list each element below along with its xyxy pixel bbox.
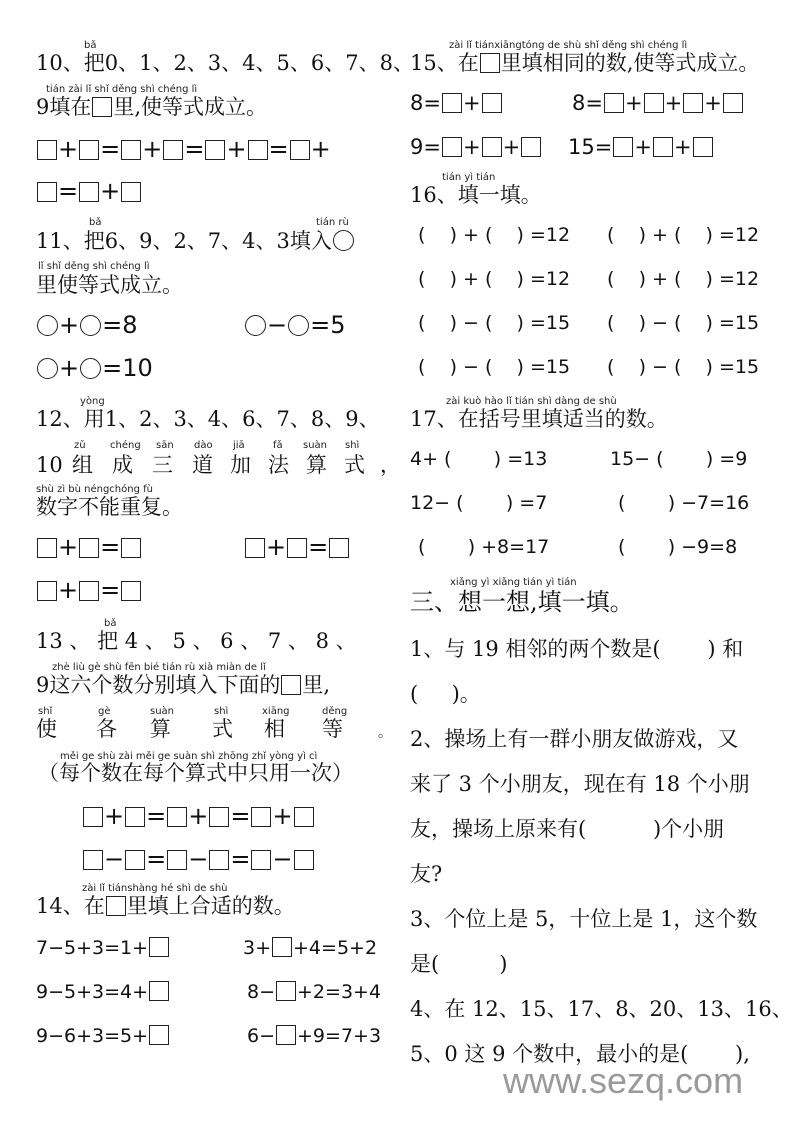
question-15-row-2-right [568,134,714,160]
answer-box[interactable] [251,807,271,827]
text: 等 [322,717,343,741]
answer-box[interactable] [37,182,57,202]
pinyin: sān [156,440,174,451]
pinyin: xiāng [262,706,290,717]
section-3-q4-line-2: 5、0 这 9 个数中，最小的是( ), [410,1042,750,1066]
answer-circle[interactable] [288,315,309,336]
text: 9填在 [36,95,92,119]
question-10-equation-1 [36,136,331,162]
question-11-equation-1 [36,312,138,338]
question-16-row-4-right: ( ) − ( ) =15 [607,356,760,378]
op: + [59,311,80,339]
op: + [462,91,481,115]
question-15-row-1-right [572,90,744,116]
result: =10 [102,354,153,382]
pinyin: měi ge shù zài měi ge suàn shì zhōng zhǐ yòng yì cì [60,751,318,762]
text: 9= [410,135,441,159]
op: + [58,576,79,604]
answer-box[interactable] [442,93,462,113]
question-13-line-1: 13 、 把 4 、 5 、 6 、 7 、 8 、 [36,629,357,653]
answer-box[interactable] [683,93,703,113]
op: = [100,576,121,604]
text: 10 [36,453,63,477]
answer-box[interactable] [723,93,743,113]
op: = [100,135,121,163]
op: − [104,845,125,873]
text: 式 [212,717,233,741]
text: 6− [247,1025,276,1047]
op: + [188,802,209,830]
pinyin: shù zì bù néngchóng fù [36,484,153,495]
answer-box[interactable] [653,137,673,157]
text: 3+ [243,937,272,959]
question-16-row-4-left: ( ) − ( ) =15 [418,356,571,378]
pinyin: zài lǐ tiánxiāngtóng de shù shǐ děng shì chéng lì [449,40,688,51]
op: + [310,135,331,163]
pinyin: fǎ [273,440,283,451]
op: + [226,135,247,163]
answer-circle[interactable] [80,315,101,336]
answer-box[interactable] [121,581,141,601]
answer-box[interactable] [121,140,141,160]
text: 里填相同的数,使等式成立。 [500,51,760,75]
question-11-line-2: 里使等式成立。 [36,273,183,297]
text: 加 [230,453,251,477]
answer-box[interactable] [37,538,57,558]
op: + [58,135,79,163]
op: + [462,135,481,159]
op: = [184,135,205,163]
answer-box[interactable] [294,850,314,870]
text: 14、在 [36,894,105,918]
op: = [268,135,289,163]
answer-box[interactable] [163,140,183,160]
question-17-line-1: 17、在括号里填适当的数。 [410,407,668,431]
answer-box[interactable] [290,140,310,160]
op: + [272,802,293,830]
answer-box[interactable] [167,850,187,870]
section-3-q1-line-1: 1、与 19 相邻的两个数是( ) 和 [410,637,744,661]
pinyin: bǎ [84,40,97,51]
text: 15= [568,135,613,159]
question-17-row-2-left: 12− ( ) =7 [410,492,548,514]
answer-box[interactable] [276,1025,296,1045]
watermark: www.sezq.com [503,1060,744,1101]
answer-box[interactable] [482,137,502,157]
text: 里,使等式成立。 [113,95,268,119]
text: 9−5+3=4+ [36,981,149,1003]
section-3-q2-line-3: 友，操场上原来有( )个小朋 [410,817,725,841]
text: +2=3+4 [297,981,382,1003]
text: 相 [264,717,285,741]
question-14-line-1 [36,893,295,919]
question-15-row-1-left [410,90,503,116]
op: + [502,135,521,159]
section-3-q2-line-2: 来了 3 个小朋友，现在有 18 个小朋 [410,772,750,796]
question-10-line-2 [36,94,267,120]
question-10-line-1: 10、把0、1、2、3、4、5、6、7、8、 [36,51,414,75]
pinyin: dào [194,440,213,451]
question-17-row-3-left: ( ) +8=17 [418,536,550,558]
op: + [673,135,692,159]
op: + [634,135,652,159]
text: 算 [150,717,171,741]
answer-box[interactable] [149,937,169,957]
question-17-row-1-right: 15− ( ) =9 [610,448,748,470]
text: 9−6+3=5+ [36,1025,149,1047]
answer-box[interactable] [92,97,112,117]
text: 7−5+3=1+ [36,937,149,959]
answer-box[interactable] [693,137,713,157]
question-16-row-1-right: ( ) + ( ) =12 [607,224,760,246]
question-11-line-1 [36,228,355,254]
question-14-right-2 [247,979,381,1005]
op: + [624,91,643,115]
answer-box[interactable] [482,93,502,113]
answer-box[interactable] [248,140,268,160]
text: +4=5+2 [293,937,378,959]
answer-box[interactable] [251,850,271,870]
question-13-equation-1 [82,803,315,829]
op: = [230,802,251,830]
answer-box[interactable] [37,140,57,160]
answer-box[interactable] [79,581,99,601]
pinyin: bǎ [89,217,102,228]
text: 使 [36,717,57,741]
text: 9这六个数分别填入下面的 [36,673,281,697]
op: = [146,845,167,873]
answer-box[interactable] [209,807,229,827]
pinyin: gè [98,706,111,717]
section-3-q4-line-1: 4、在 12、15、17、8、20、13、16、 [410,997,793,1021]
pinyin: lǐ shǐ děng shì chéng lì [38,261,150,272]
text: 8= [410,91,441,115]
text: 式 [344,453,365,477]
answer-box[interactable] [83,807,103,827]
answer-box[interactable] [276,981,296,1001]
answer-box[interactable] [79,182,99,202]
answer-box[interactable] [106,896,126,916]
question-15-line-1 [410,50,759,76]
question-14-left-1 [36,935,170,961]
answer-box[interactable] [329,538,349,558]
answer-box[interactable] [245,538,265,558]
pinyin: suàn [150,706,175,717]
answer-box[interactable] [83,850,103,870]
question-16-row-1-left: ( ) + ( ) =12 [418,224,571,246]
question-14-right-1 [243,935,377,961]
answer-box[interactable] [125,850,145,870]
op: − [188,845,209,873]
text: 道 [192,453,213,477]
question-13-equation-2 [82,846,315,872]
op: + [266,533,287,561]
text: 组 [72,453,93,477]
pinyin: xiǎng yì xiǎng tián yì tián [450,577,577,588]
question-13-line-2 [36,672,330,698]
answer-box[interactable] [37,581,57,601]
answer-box[interactable] [125,807,145,827]
question-11-equation-2 [244,312,346,338]
question-12-equation-3 [36,577,142,603]
question-12-line-1: 12、用1、2、3、4、6、7、8、9、 [36,407,380,431]
op: = [100,533,121,561]
pinyin: shì [345,440,360,451]
question-16-row-3-left: ( ) − ( ) =15 [418,312,571,334]
answer-circle[interactable] [37,358,58,379]
text: 11、把6、9、2、7、4、3填入 [36,229,332,253]
section-title: 三、想一想,填一填。 [410,588,634,616]
question-16-row-3-right: ( ) − ( ) =15 [607,312,760,334]
answer-box[interactable] [149,981,169,1001]
result: =8 [102,311,138,339]
pinyin: zài kuò hào lǐ tián shì dàng de shù [446,396,617,407]
answer-box[interactable] [644,93,664,113]
pinyin: děng [322,706,348,717]
answer-box[interactable] [79,140,99,160]
pinyin: tián zài lǐ shǐ děng shì chéng lì [46,84,198,95]
op: + [58,533,79,561]
answer-circle[interactable] [245,315,266,336]
text: 里填上合适的数。 [126,894,295,918]
answer-box[interactable] [205,140,225,160]
question-10-equation-2 [36,178,142,204]
pinyin: chéng [110,440,141,451]
op: + [100,177,121,205]
pinyin: tián rù [316,217,349,228]
answer-box[interactable] [480,53,500,73]
text: 15、在 [410,51,479,75]
pinyin: zài lǐ tiánshàng hé shì de shù [82,883,228,894]
answer-box[interactable] [209,850,229,870]
op: + [104,802,125,830]
answer-box[interactable] [121,538,141,558]
pinyin: shì [214,706,229,717]
question-12-equation-2 [244,534,350,560]
answer-box[interactable] [79,538,99,558]
text: 里, [302,673,331,697]
op: = [308,533,329,561]
op: + [704,91,722,115]
section-3-q2-line-1: 2、操场上有一群小朋友做游戏，又 [410,727,739,751]
op: − [272,845,293,873]
question-12-line-3: 数字不能重复。 [36,495,183,519]
op: = [146,802,167,830]
question-13-line-4: （每个数在每个算式中只用一次） [38,761,353,785]
text: 各 [96,717,117,741]
answer-box[interactable] [149,1025,169,1045]
op: + [142,135,163,163]
op: = [230,845,251,873]
answer-box[interactable] [167,807,187,827]
question-14-left-2 [36,979,170,1005]
question-11-equation-3 [36,355,153,381]
result: =5 [310,311,346,339]
text: 三 [152,453,173,477]
question-17-row-1-left: 4+ ( ) =13 [410,448,548,470]
answer-box[interactable] [121,182,141,202]
answer-box[interactable] [442,137,462,157]
text: 8= [572,91,603,115]
answer-circle[interactable] [333,230,354,251]
question-16-row-2-right: ( ) + ( ) =12 [607,268,760,290]
text: 8− [247,981,276,1003]
section-3-q2-line-4: 友? [410,862,443,886]
question-15-row-2-left [410,134,542,160]
pinyin: zǔ [74,440,86,451]
answer-box[interactable] [294,807,314,827]
question-14-right-3 [247,1023,381,1049]
text: +9=7+3 [297,1025,382,1047]
answer-box[interactable] [281,675,301,695]
answer-box[interactable] [521,137,541,157]
op: = [58,177,79,205]
answer-circle[interactable] [80,358,101,379]
answer-box[interactable] [272,937,292,957]
text: 法 [268,453,289,477]
section-3-q1-line-2: ( )。 [410,682,481,706]
answer-box[interactable] [604,93,624,113]
pinyin: zhè liù gè shù fēn bié tián rù xià miàn de lǐ [52,662,266,673]
question-12-equation-1 [36,534,142,560]
section-3-q3-line-1: 3、个位上是 5，十位上是 1，这个数 [410,907,758,931]
pinyin: suàn [303,440,328,451]
text: 算 [306,453,327,477]
op: − [267,311,288,339]
pinyin: tián yì tián [442,172,496,183]
question-16-row-2-left: ( ) + ( ) =12 [418,268,571,290]
text: ， [380,453,401,477]
answer-box[interactable] [287,538,307,558]
pinyin: bǎ [104,618,117,629]
question-14-left-3 [36,1023,170,1049]
answer-circle[interactable] [37,315,58,336]
question-17-row-3-right: ( ) −9=8 [618,536,738,558]
op: + [664,91,683,115]
answer-box[interactable] [613,137,633,157]
op: + [59,354,80,382]
text: 。 [378,725,392,741]
text: 成 [112,453,133,477]
question-17-row-2-right: ( ) −7=16 [618,492,750,514]
section-3-q3-line-2: 是( ) [410,952,508,976]
question-16-line-1: 16、填一填。 [410,183,542,207]
pinyin: shǐ [38,706,53,717]
pinyin: jiā [233,440,245,451]
pinyin: yòng [80,396,105,407]
